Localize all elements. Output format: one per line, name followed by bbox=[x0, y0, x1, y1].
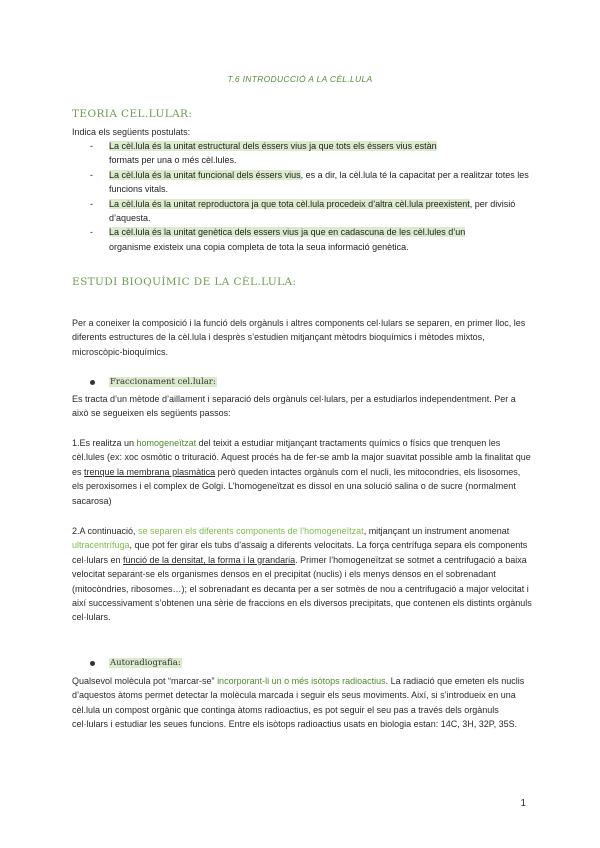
estudi-intro: Per a coneixer la composició i la funció dels orgànuls i altres components cel·lulars se separen, en primer lloc, les diferents estructures de la cèl.lula i desprès s’estudien mitjançant mètodrs bioquímics i mètodes mixtos, microscòpic-bioquímics. bbox=[72, 318, 526, 357]
fraccionament-step-2: 2.A continuació, se separen els diferents components de l’homogeneïtzat, mitjançant un instrument anomenat ultracentrífuga, que pot fer girar els tubs d’assaig a diferents velocitats. La força centrífuga separa els components cel·lulars en funció de la densitat, la forma i la grandaria. Primer l’homogeneïtzat se sotmet a centrifugació a baixa velocitat separant-se els organismes densos en el precipitat (nuclis) i els menys densos en el sobrenadant (mitocòndries, ribosomes…); el sobrenadant es decanta per a ser sotmès de nou a centrifugació a major velocitat i així successivament s’obtenen una sèrie de fraccions en els diversos precipitats, que contenen els distints orgànuls cel·lulars. bbox=[72, 526, 532, 623]
teoria-intro: Indica els següents postulats: bbox=[72, 127, 191, 137]
highlight-phrase: se separen els diferents components de l’homogeneïtzat bbox=[138, 526, 364, 536]
highlight-phrase: incorporant-li un o més isòtops radioactius bbox=[217, 676, 386, 686]
autoradiografia-text: Qualsevol molècula pot “marcar-se” incorporant-li un o més isòtops radioactius. La radiació que emeten els nuclis d’aquestos àtoms permet detectar la molècula marcada i seguir els seus moviments. Així, si s’introdueix en una cèl.lula un compost orgànic que contingа àtoms radioactius, es pot seguir el seu pas a través dels orgànuls cel·lulars i estudiar les seues funcions. Entre els isòtops radioactius usats en biologia estan: 14C, 3H, 32P, 35S. bbox=[72, 676, 525, 730]
postulate-highlight: La cèl.lula és la unitat genètica dels essers vius ja que en cadascuna de les cèl.lules d’un bbox=[109, 227, 466, 238]
subsection-autoradiografia bbox=[90, 658, 182, 668]
postulate-item: - La cèl.lula és la unitat funcional dels éssers vius, es a dir, la cèl.lula té la capacitat per a realitzar totes les funcions vitals. bbox=[90, 169, 529, 195]
section-heading-estudi: ESTUDI BIOQUÍMIC DE LA CÈL.LULA: bbox=[72, 276, 297, 288]
page-number: 1 bbox=[520, 798, 526, 809]
subsection-heading: Fraccionament cel.lular: bbox=[110, 377, 216, 387]
postulate-rest: , per divisió d’aquesta. bbox=[109, 198, 516, 224]
postulate-rest: , es a dir, la cèl.lula té la capacitat per a realitzar totes les funcions vitals. bbox=[109, 169, 529, 195]
section-heading-teoria: TEORIA CEL.LULAR: bbox=[72, 108, 193, 120]
postulate-item: - La cèl.lula és la unitat reproductora ja que tota cèl.lula procedeix d’altra cèl.lula preexistent, per divisió d’aquesta. bbox=[90, 198, 516, 224]
underlined-phrase: funció de la densitat, la forma i la grandaria bbox=[123, 554, 296, 565]
postulate-item: - La cèl.lula és la unitat estructural dels éssers vius ja que tots els éssers vius estàn formats per una o més cèl.lules. bbox=[90, 141, 437, 166]
postulate-highlight: La cèl.lula és la unitat reproductora ja que tota cèl.lula procedeix d’altra cèl.lula preexistent bbox=[109, 198, 470, 209]
postulate-highlight: La cèl.lula és la unitat estructural dels éssers vius ja que tots els éssers vius estàn bbox=[109, 141, 437, 151]
document-title: T.6 INTRODUCCIÓ A LA CÈL.LULA bbox=[227, 74, 373, 84]
postulate-highlight: La cèl.lula és la unitat funcional dels éssers vius bbox=[109, 169, 301, 180]
postulate-rest: formats per una o més cèl.lules. bbox=[109, 155, 237, 166]
bullet-icon bbox=[90, 661, 95, 666]
fraccionament-intro: Es tracta d’un mètode d’aillament i separació dels orgànuls cel·lulars, per a estudiarlos independentment. Per a això se segueixen els següents passos: bbox=[72, 394, 516, 419]
term-homogeneitzat: homogeneïtzat bbox=[136, 438, 197, 448]
term-ultracentrifuga: ultracentrífuga bbox=[72, 540, 130, 551]
underlined-phrase: trenque la membrana plasmàtica bbox=[84, 466, 216, 477]
bullet-icon bbox=[90, 380, 95, 385]
postulate-rest: organisme existeix una copia completa de tota la seua informació genètica. bbox=[109, 241, 409, 252]
postulates-list bbox=[90, 139, 530, 254]
fraccionament-step-1: 1.Es realitza un homogeneïtzat del teixit a estudiar mitjançant tractaments químics o físics que trenquen les cèl.lules (ex: xoc osmòtic o trituració. Aquest procés ha de fer-se amb la major suavitat possible amb la finalitat que es trenque la membrana plasmàtica però queden intactes orgànuls com el nucli, les mitocondries, els lisosomes, els peroxisomes i el complex de Golgi. L’homogeneïtzat es dissol en una solució salina o de sucre (normalment sacarosa) bbox=[72, 438, 531, 506]
subsection-fraccionament bbox=[90, 377, 217, 387]
subsection-heading: Autoradiografia: bbox=[110, 658, 181, 668]
postulate-item: - La cèl.lula és la unitat genètica dels essers vius ja que en cadascuna de les cèl.lules d’un organisme existeix una copia completa de tota la seua informació genètica. bbox=[90, 227, 466, 252]
